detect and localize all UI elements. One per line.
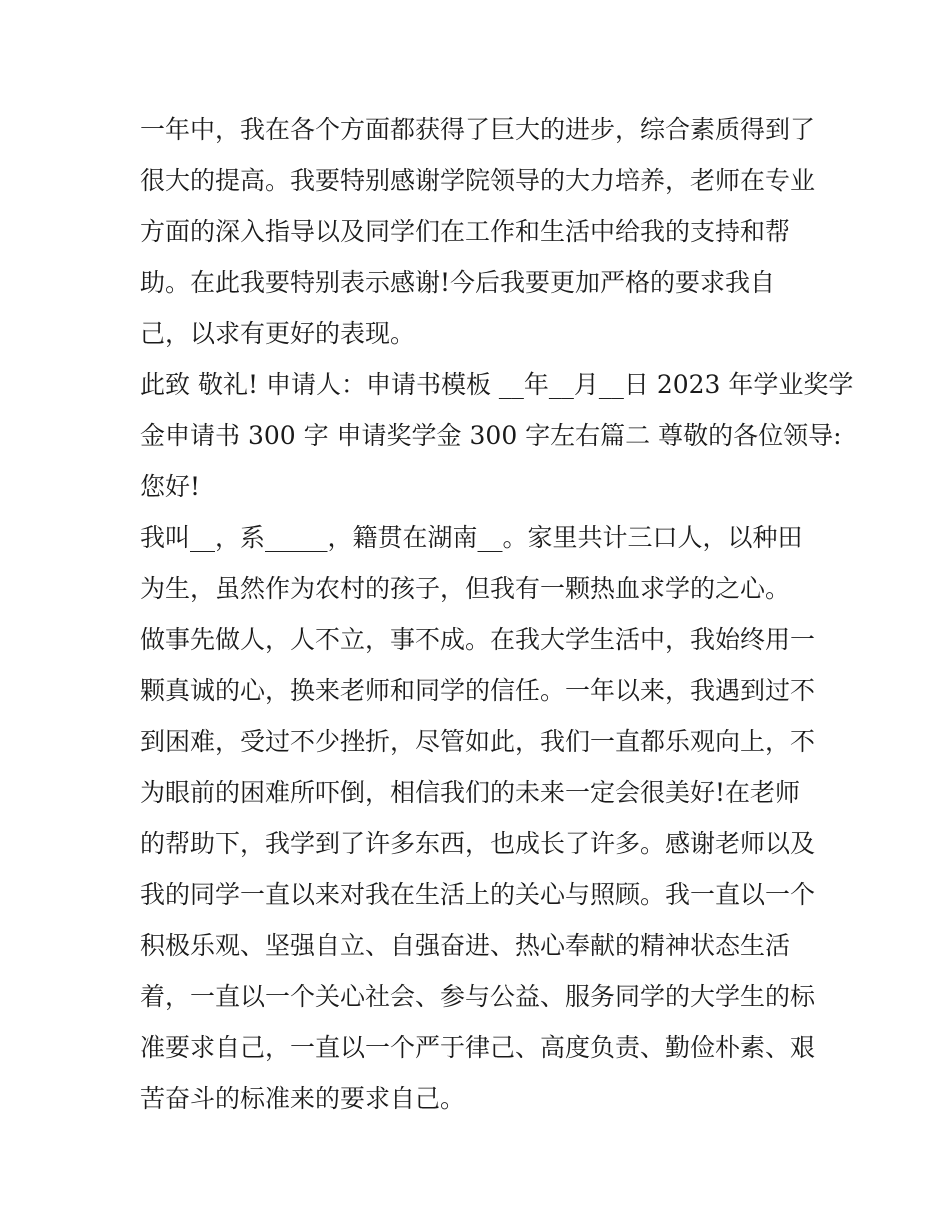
text-line: 此致 敬礼! 申请人：申请书模板 __年__月__日 2023 年学业奖学 xyxy=(140,370,854,399)
text-line: 苦奋斗的标准来的要求自己。 xyxy=(140,1084,466,1113)
text-line: 准要求自己，一直以一个严于律己、高度负责、勤俭朴素、艰 xyxy=(140,1033,816,1062)
text-line: 为生，虽然作为农村的孩子，但我有一颗热血求学的之心。 xyxy=(140,574,791,603)
text-line: 己，以求有更好的表现。 xyxy=(140,319,416,348)
text-line: 方面的深入指导以及同学们在工作和生活中给我的支持和帮 xyxy=(140,217,791,246)
text-line: 助。在此我要特别表示感谢!今后我要更加严格的要求我自 xyxy=(140,268,776,297)
text-line: 您好! xyxy=(140,472,201,501)
text-line: 颗真诚的心，换来老师和同学的信任。一年以来，我遇到过不 xyxy=(140,676,816,705)
text-line: 我叫__，系_____，籍贯在湖南__。家里共计三口人，以种田 xyxy=(140,523,803,552)
text-line: 一年中，我在各个方面都获得了巨大的进步，综合素质得到了 xyxy=(140,115,816,144)
text-line: 到困难，受过不少挫折，尽管如此，我们一直都乐观向上，不 xyxy=(140,727,816,756)
text-line: 做事先做人，人不立，事不成。在我大学生活中，我始终用一 xyxy=(140,625,816,654)
text-line: 很大的提高。我要特别感谢学院领导的大力培养，老师在专业 xyxy=(140,166,816,195)
text-line: 的帮助下，我学到了许多东西，也成长了许多。感谢老师以及 xyxy=(140,829,816,858)
text-line: 积极乐观、坚强自立、自强奋进、热心奉献的精神状态生活 xyxy=(140,931,791,960)
text-line: 为眼前的困难所吓倒，相信我们的未来一定会很美好!在老师 xyxy=(140,778,801,807)
text-line: 金申请书 300 字 申请奖学金 300 字左右篇二 尊敬的各位领导: xyxy=(140,421,842,450)
text-line: 着，一直以一个关心社会、参与公益、服务同学的大学生的标 xyxy=(140,982,816,1011)
text-line: 我的同学一直以来对我在生活上的关心与照顾。我一直以一个 xyxy=(140,880,816,909)
